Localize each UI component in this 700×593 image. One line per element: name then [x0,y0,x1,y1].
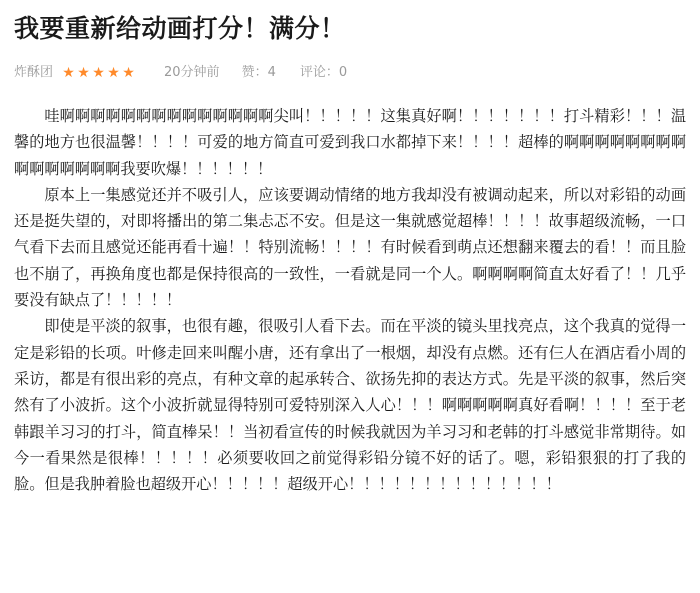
star-icon: ★ [62,65,75,81]
star-icon: ★ [107,65,120,81]
like-count[interactable]: 赞：4 [241,65,276,80]
rating-stars [61,63,136,83]
star-icon: ★ [122,65,135,81]
article-paragraph: 原本上一集感觉还并不吸引人，应该要调动情绪的地方我却没有被调动起来，所以对彩铅的动画还是挺失望的，对即将播出的第二集忐忑不安。但是这一集就感觉超棒！！！！故事超级流畅，一口气看下去而且感觉还能再看十遍！！特别流畅！！！！有时候看到萌点还想翻来覆去的看！！而且脸也不崩了，再换角度也都是保持很高的一致性，一看就是同一个人。啊啊啊啊简直太好看了！！几乎要没有缺点了！！！！！ [14,185,686,310]
article-paragraph: 即使是平淡的叙事，也很有趣，很吸引人看下去。而在平淡的镜头里找亮点，这个我真的觉得一定是彩铅的长项。叶修走回来叫醒小唐，还有拿出了一根烟，却没有点燃。还有仨人在酒店看小周的采访，都是有很出彩的亮点，有种文章的起承转合、欲扬先抑的表达方式。先是平淡的叙事，然后突然有了小波折。这个小波折就显得特别可爱特别深入人心！！！啊啊啊啊啊真好看啊！！！！至于老韩跟羊习习的打斗，简直棒呆！！当初看宣传的时候我就因为羊习习和老韩的打斗感觉非常期待。如今一看果然是很棒！！！！！必须要收回之前觉得彩铅分镜不好的话了。嗯，彩铅狠狠的打了我的脸。但是我肿着脸也超级开心！！！！！超级开心！！！！！！！！！！！！！！ [14,317,686,494]
article-paragraph: 哇啊啊啊啊啊啊啊啊啊啊啊啊啊啊尖叫！！！！！这集真好啊！！！！！！！打斗精彩！！！温馨的地方也很温馨！！！！可爱的地方简直可爱到我口水都掉下来！！！！超棒的啊啊啊啊啊啊啊啊啊啊啊啊啊啊啊我要吹爆！！！！！！ [14,107,686,178]
comment-count[interactable]: 评论：0 [299,65,348,80]
review-article [14,0,686,497]
post-time: 20分钟前 [164,65,220,80]
article-meta [14,63,686,83]
star-icon: ★ [77,65,90,81]
star-icon: ★ [92,65,105,81]
article-body [14,103,686,497]
article-title: 我要重新给动画打分！满分！ [14,14,346,43]
author-name[interactable]: 炸酥团 [14,65,54,80]
